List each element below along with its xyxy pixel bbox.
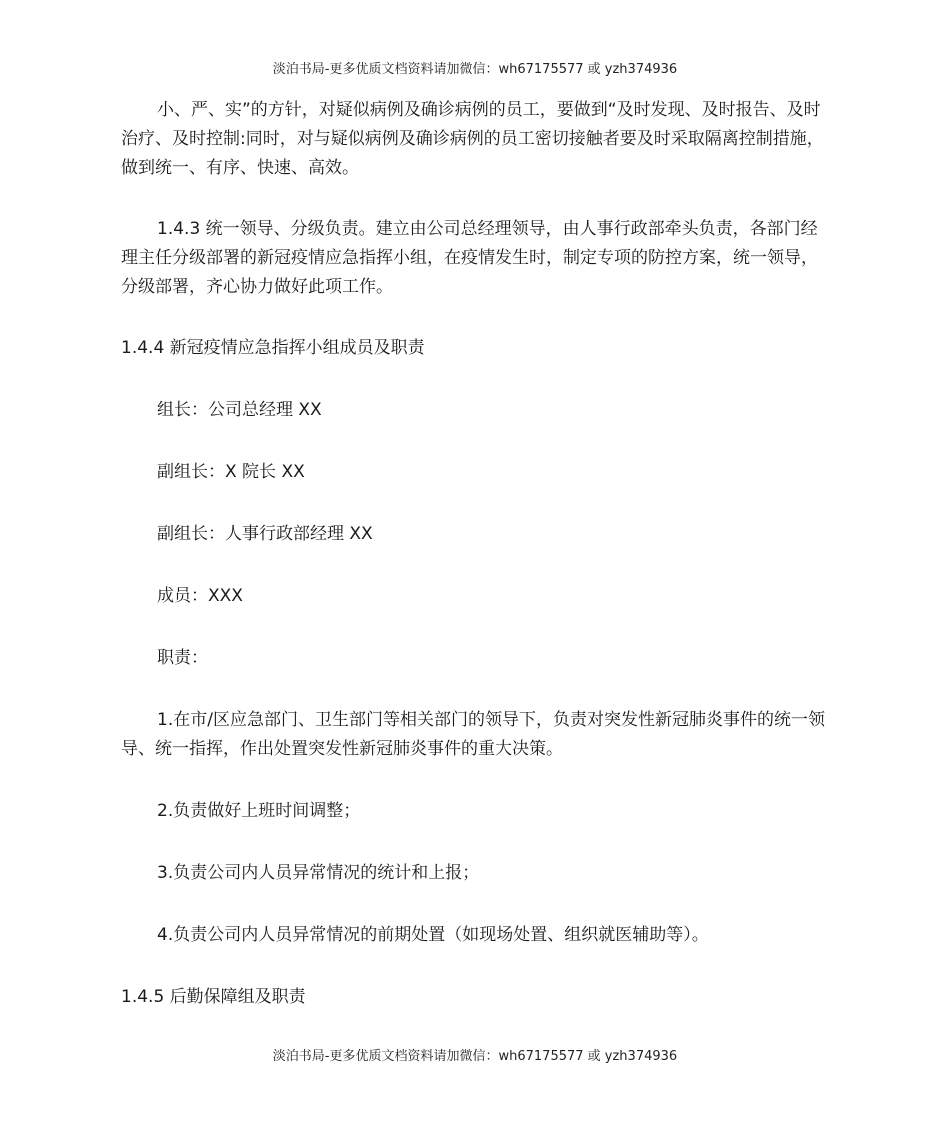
section-heading-1-4-5: 1.4.5 后勤保障组及职责 [121,987,306,1007]
page-header: 淡泊书局-更多优质文档资料请加微信：wh67175577 或 yzh374936 [272,62,678,77]
deputy-leader-line-1: 副组长：X 院长 XX [157,462,305,482]
deputy-leader-line-2: 副组长：人事行政部经理 XX [157,524,373,544]
document-body [121,96,833,1012]
leader-line: 组长：公司总经理 XX [157,400,322,420]
section-heading-1-4-4: 1.4.4 新冠疫情应急指挥小组成员及职责 [121,338,425,358]
paragraph-policy: 小、严、实”的方针，对疑似病例及确诊病例的员工，要做到“及时发现、及时报告、及时治疗、及时控制:同时，对与疑似病例及确诊病例的员工密切接触者要及时采取隔离控制措施，做到统一、有序、快速、高效。 [121,100,824,178]
paragraph-1-4-3: 1.4.3 统一领导、分级负责。建立由公司总经理领导，由人事行政部牵头负责，各部门经理主任分级部署的新冠疫情应急指挥小组，在疫情发生时，制定专项的防控方案，统一领导，分级部署，齐心协力做好此项工作。 [121,219,818,297]
duties-label: 职责： [157,648,208,668]
page-footer: 淡泊书局-更多优质文档资料请加微信：wh67175577 或 yzh374936 [272,1049,678,1064]
duty-item-2: 2.负责做好上班时间调整； [157,801,361,821]
duty-item-4: 4.负责公司内人员异常情况的前期处置（如现场处置、组织就医辅助等）。 [157,925,709,945]
duty-item-1: 1.在市/区应急部门、卫生部门等相关部门的领导下，负责对突发性新冠肺炎事件的统一领导、统一指挥，作出处置突发性新冠肺炎事件的重大决策。 [121,710,825,759]
members-line: 成员：XXX [157,586,243,606]
duty-item-3: 3.负责公司内人员异常情况的统计和上报； [157,863,480,883]
